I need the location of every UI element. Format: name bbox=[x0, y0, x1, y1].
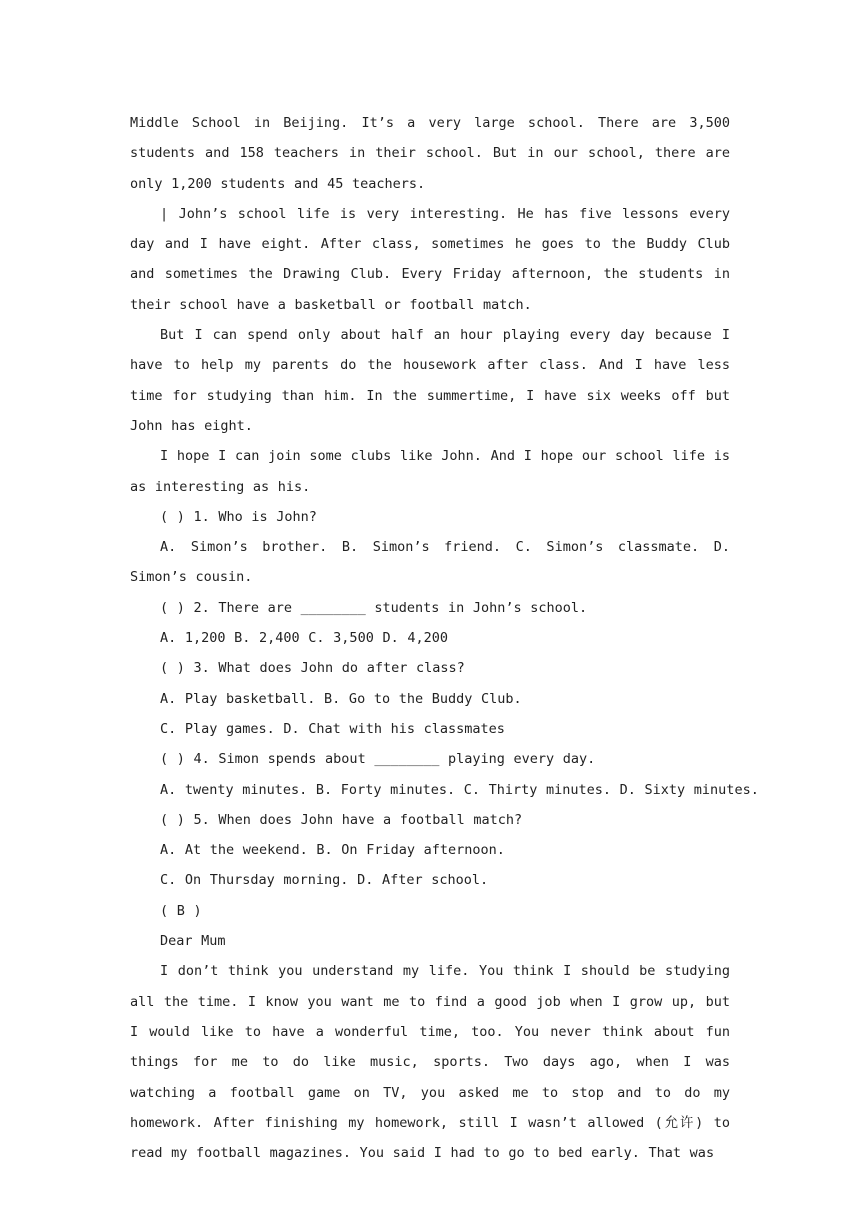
section-b-label: ( B ) bbox=[160, 902, 202, 919]
question-3-options-line-1: A. Play basketball. B. Go to the Buddy Club. bbox=[160, 690, 522, 707]
question-5-options-line-2: C. On Thursday morning. D. After school. bbox=[160, 872, 489, 889]
question-4-stem: ( ) 4. Simon spends about ________ playing every day. bbox=[160, 751, 596, 768]
question-5-stem: ( ) 5. When does John have a football match? bbox=[160, 811, 523, 828]
question-1-options: A. Simon’s brother. B. Simon’s friend. C. Simon’s classmate. D. Simon’s cousin. bbox=[130, 539, 730, 586]
document-body bbox=[130, 108, 759, 1168]
question-2-stem: ( ) 2. There are ________ students in John’s school. bbox=[160, 599, 588, 616]
paragraph-hope: I hope I can join some clubs like John. And I hope our school life is as interesting as his. bbox=[130, 448, 730, 495]
question-2-options: A. 1,200 B. 2,400 C. 3,500 D. 4,200 bbox=[160, 630, 448, 647]
question-3-options-line-2: C. Play games. D. Chat with his classmates bbox=[160, 720, 505, 737]
question-4-options: A. twenty minutes. B. Forty minutes. C. Thirty minutes. D. Sixty minutes. bbox=[160, 781, 759, 798]
paragraph-simon-time: But I can spend only about half an hour playing every day because I have to help my parents do the housework after class. And I have less time for studying than him. In the summertime, I have six weeks off but John has eight. bbox=[130, 327, 730, 434]
paragraph-john-school-life: | John’s school life is very interesting. He has five lessons every day and I have eight. After class, sometimes he goes to the Buddy Club and sometimes the Drawing Club. Every Friday afternoon, the students in their school have a basketball or football match. bbox=[130, 205, 730, 313]
letter-body: I don’t think you understand my life. You think I should be studying all the time. I know you want me to find a good job when I grow up, but I would like to have a wonderful time, too. You never think about fun things for me to do like music, sports. Two days ago, when I was watching a football game on TV, you asked me to stop and to do my homework. After finishing my homework, still I wasn’t allowed (允许) to read my football magazines. You said I had to go to bed early. That was bbox=[130, 963, 730, 1162]
question-3-stem: ( ) 3. What does John do after class? bbox=[160, 660, 465, 677]
paragraph-school-facts: Middle School in Beijing. It’s a very large school. There are 3,500 students and 158 teachers in their school. But in our school, there are only 1,200 students and 45 teachers. bbox=[130, 115, 730, 192]
letter-greeting: Dear Mum bbox=[160, 933, 226, 950]
question-1-stem: ( ) 1. Who is John? bbox=[160, 508, 317, 525]
question-5-options-line-1: A. At the weekend. B. On Friday afternoon. bbox=[160, 842, 505, 859]
